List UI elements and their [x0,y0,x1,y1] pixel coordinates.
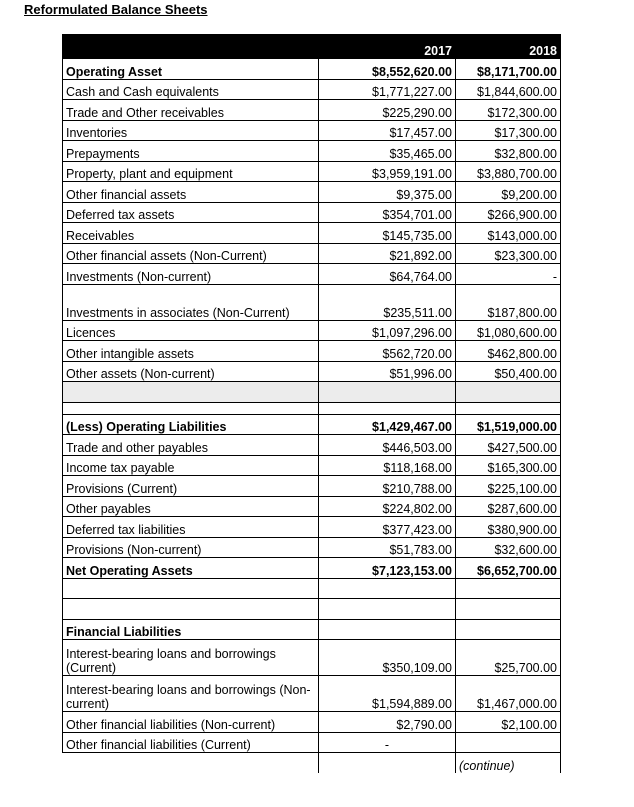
value-2017: $8,552,620.00 [319,59,456,80]
row-label: Other payables [63,496,319,517]
value-2017 [319,578,456,599]
table-row [63,517,561,538]
value-2017 [319,402,456,414]
row-label [63,599,319,620]
value-2018: $143,000.00 [456,223,561,244]
row-label [63,753,319,774]
value-2018: $462,800.00 [456,341,561,362]
table-row [63,732,561,753]
value-2017 [319,619,456,640]
value-2018: $9,200.00 [456,182,561,203]
value-2017: $118,168.00 [319,455,456,476]
value-2018: $2,100.00 [456,712,561,733]
row-label: Other financial assets [63,182,319,203]
header-label-cell [63,35,319,59]
value-2017: $377,423.00 [319,517,456,538]
value-2017: $354,701.00 [319,202,456,223]
table-row [63,243,561,264]
table-row [63,578,561,599]
value-2017 [319,599,456,620]
table-row [63,496,561,517]
value-2018 [456,578,561,599]
table-row [63,619,561,640]
value-2017: $235,511.00 [319,284,456,320]
value-2017: $3,959,191.00 [319,161,456,182]
value-2018 [456,599,561,620]
table-row [63,182,561,203]
row-label: Licences [63,320,319,341]
value-2018: $172,300.00 [456,100,561,121]
table-row [63,223,561,244]
table-row [63,264,561,285]
document-title: Reformulated Balance Sheets [24,2,208,17]
value-2018: - [456,264,561,285]
table-row [63,435,561,456]
row-label: Inventories [63,120,319,141]
row-label: Other intangible assets [63,341,319,362]
value-2017: $224,802.00 [319,496,456,517]
value-2017: $225,290.00 [319,100,456,121]
table-row [63,202,561,223]
table-row [63,753,561,774]
value-2017 [319,753,456,774]
row-label [63,402,319,414]
value-2018: $8,171,700.00 [456,59,561,80]
row-label: Trade and other payables [63,435,319,456]
row-label: Provisions (Current) [63,476,319,497]
table-row [63,640,561,676]
value-2018: $427,500.00 [456,435,561,456]
header-year-2017: 2017 [319,35,456,59]
table-row [63,320,561,341]
table-row [63,599,561,620]
row-label: Other assets (Non-current) [63,361,319,382]
row-label: Income tax payable [63,455,319,476]
value-2017: $35,465.00 [319,141,456,162]
value-2018: $165,300.00 [456,455,561,476]
value-2017: $1,097,296.00 [319,320,456,341]
value-2017: - [319,732,456,753]
row-label: Interest-bearing loans and borrowings (Non-current) [63,676,319,712]
row-label: Other financial liabilities (Non-current) [63,712,319,733]
value-2017: $1,429,467.00 [319,414,456,435]
table-row [63,712,561,733]
row-label: Interest-bearing loans and borrowings (Current) [63,640,319,676]
value-2018: $23,300.00 [456,243,561,264]
value-2017: $21,892.00 [319,243,456,264]
table-row [63,120,561,141]
value-2017: $1,594,889.00 [319,676,456,712]
row-label: Net Operating Assets [63,558,319,579]
row-label: Investments in associates (Non-Current) [63,284,319,320]
value-2018 [456,402,561,414]
value-2017: $210,788.00 [319,476,456,497]
value-2018: $380,900.00 [456,517,561,538]
value-2018: $1,080,600.00 [456,320,561,341]
value-2017: $562,720.00 [319,341,456,362]
value-2017: $446,503.00 [319,435,456,456]
value-2018: $6,652,700.00 [456,558,561,579]
row-label: Deferred tax liabilities [63,517,319,538]
row-label: Receivables [63,223,319,244]
value-2017: $51,783.00 [319,537,456,558]
value-2018: $50,400.00 [456,361,561,382]
table-row [63,79,561,100]
value-2018: $187,800.00 [456,284,561,320]
row-label [63,578,319,599]
value-2017: $9,375.00 [319,182,456,203]
table-row [63,476,561,497]
balance-sheet-table [62,34,561,773]
table-row [63,141,561,162]
table-row [63,537,561,558]
table-row [63,414,561,435]
row-label: Financial Liabilities [63,619,319,640]
row-label: (Less) Operating Liabilities [63,414,319,435]
value-2018: $287,600.00 [456,496,561,517]
value-2018: $266,900.00 [456,202,561,223]
continue-note: (continue) [456,753,561,774]
blank-cell [456,382,561,403]
value-2017: $64,764.00 [319,264,456,285]
value-2018: $1,844,600.00 [456,79,561,100]
row-label: Other financial assets (Non-Current) [63,243,319,264]
value-2018: $1,519,000.00 [456,414,561,435]
table-row [63,284,561,320]
value-2017: $17,457.00 [319,120,456,141]
table-row [63,59,561,80]
value-2017: $7,123,153.00 [319,558,456,579]
value-2017: $1,771,227.00 [319,79,456,100]
value-2017: $51,996.00 [319,361,456,382]
value-2017: $145,735.00 [319,223,456,244]
value-2018: $25,700.00 [456,640,561,676]
table-header-row [63,35,561,59]
header-year-2018: 2018 [456,35,561,59]
row-label: Property, plant and equipment [63,161,319,182]
table-row [63,558,561,579]
row-label: Other financial liabilities (Current) [63,732,319,753]
table-row [63,100,561,121]
row-label: Prepayments [63,141,319,162]
table-row [63,676,561,712]
value-2018 [456,619,561,640]
value-2017: $2,790.00 [319,712,456,733]
table-row [63,361,561,382]
value-2018: $32,800.00 [456,141,561,162]
row-label: Investments (Non-current) [63,264,319,285]
blank-cell [63,382,319,403]
value-2018: $225,100.00 [456,476,561,497]
value-2018: $1,467,000.00 [456,676,561,712]
table-row [63,382,561,403]
value-2018: $17,300.00 [456,120,561,141]
row-label: Provisions (Non-current) [63,537,319,558]
row-label: Deferred tax assets [63,202,319,223]
blank-cell [319,382,456,403]
table-row [63,402,561,414]
row-label: Cash and Cash equivalents [63,79,319,100]
value-2018: $32,600.00 [456,537,561,558]
table-row [63,341,561,362]
value-2017: $350,109.00 [319,640,456,676]
table-row [63,161,561,182]
value-2018: $3,880,700.00 [456,161,561,182]
value-2018 [456,732,561,753]
row-label: Operating Asset [63,59,319,80]
row-label: Trade and Other receivables [63,100,319,121]
table-row [63,455,561,476]
